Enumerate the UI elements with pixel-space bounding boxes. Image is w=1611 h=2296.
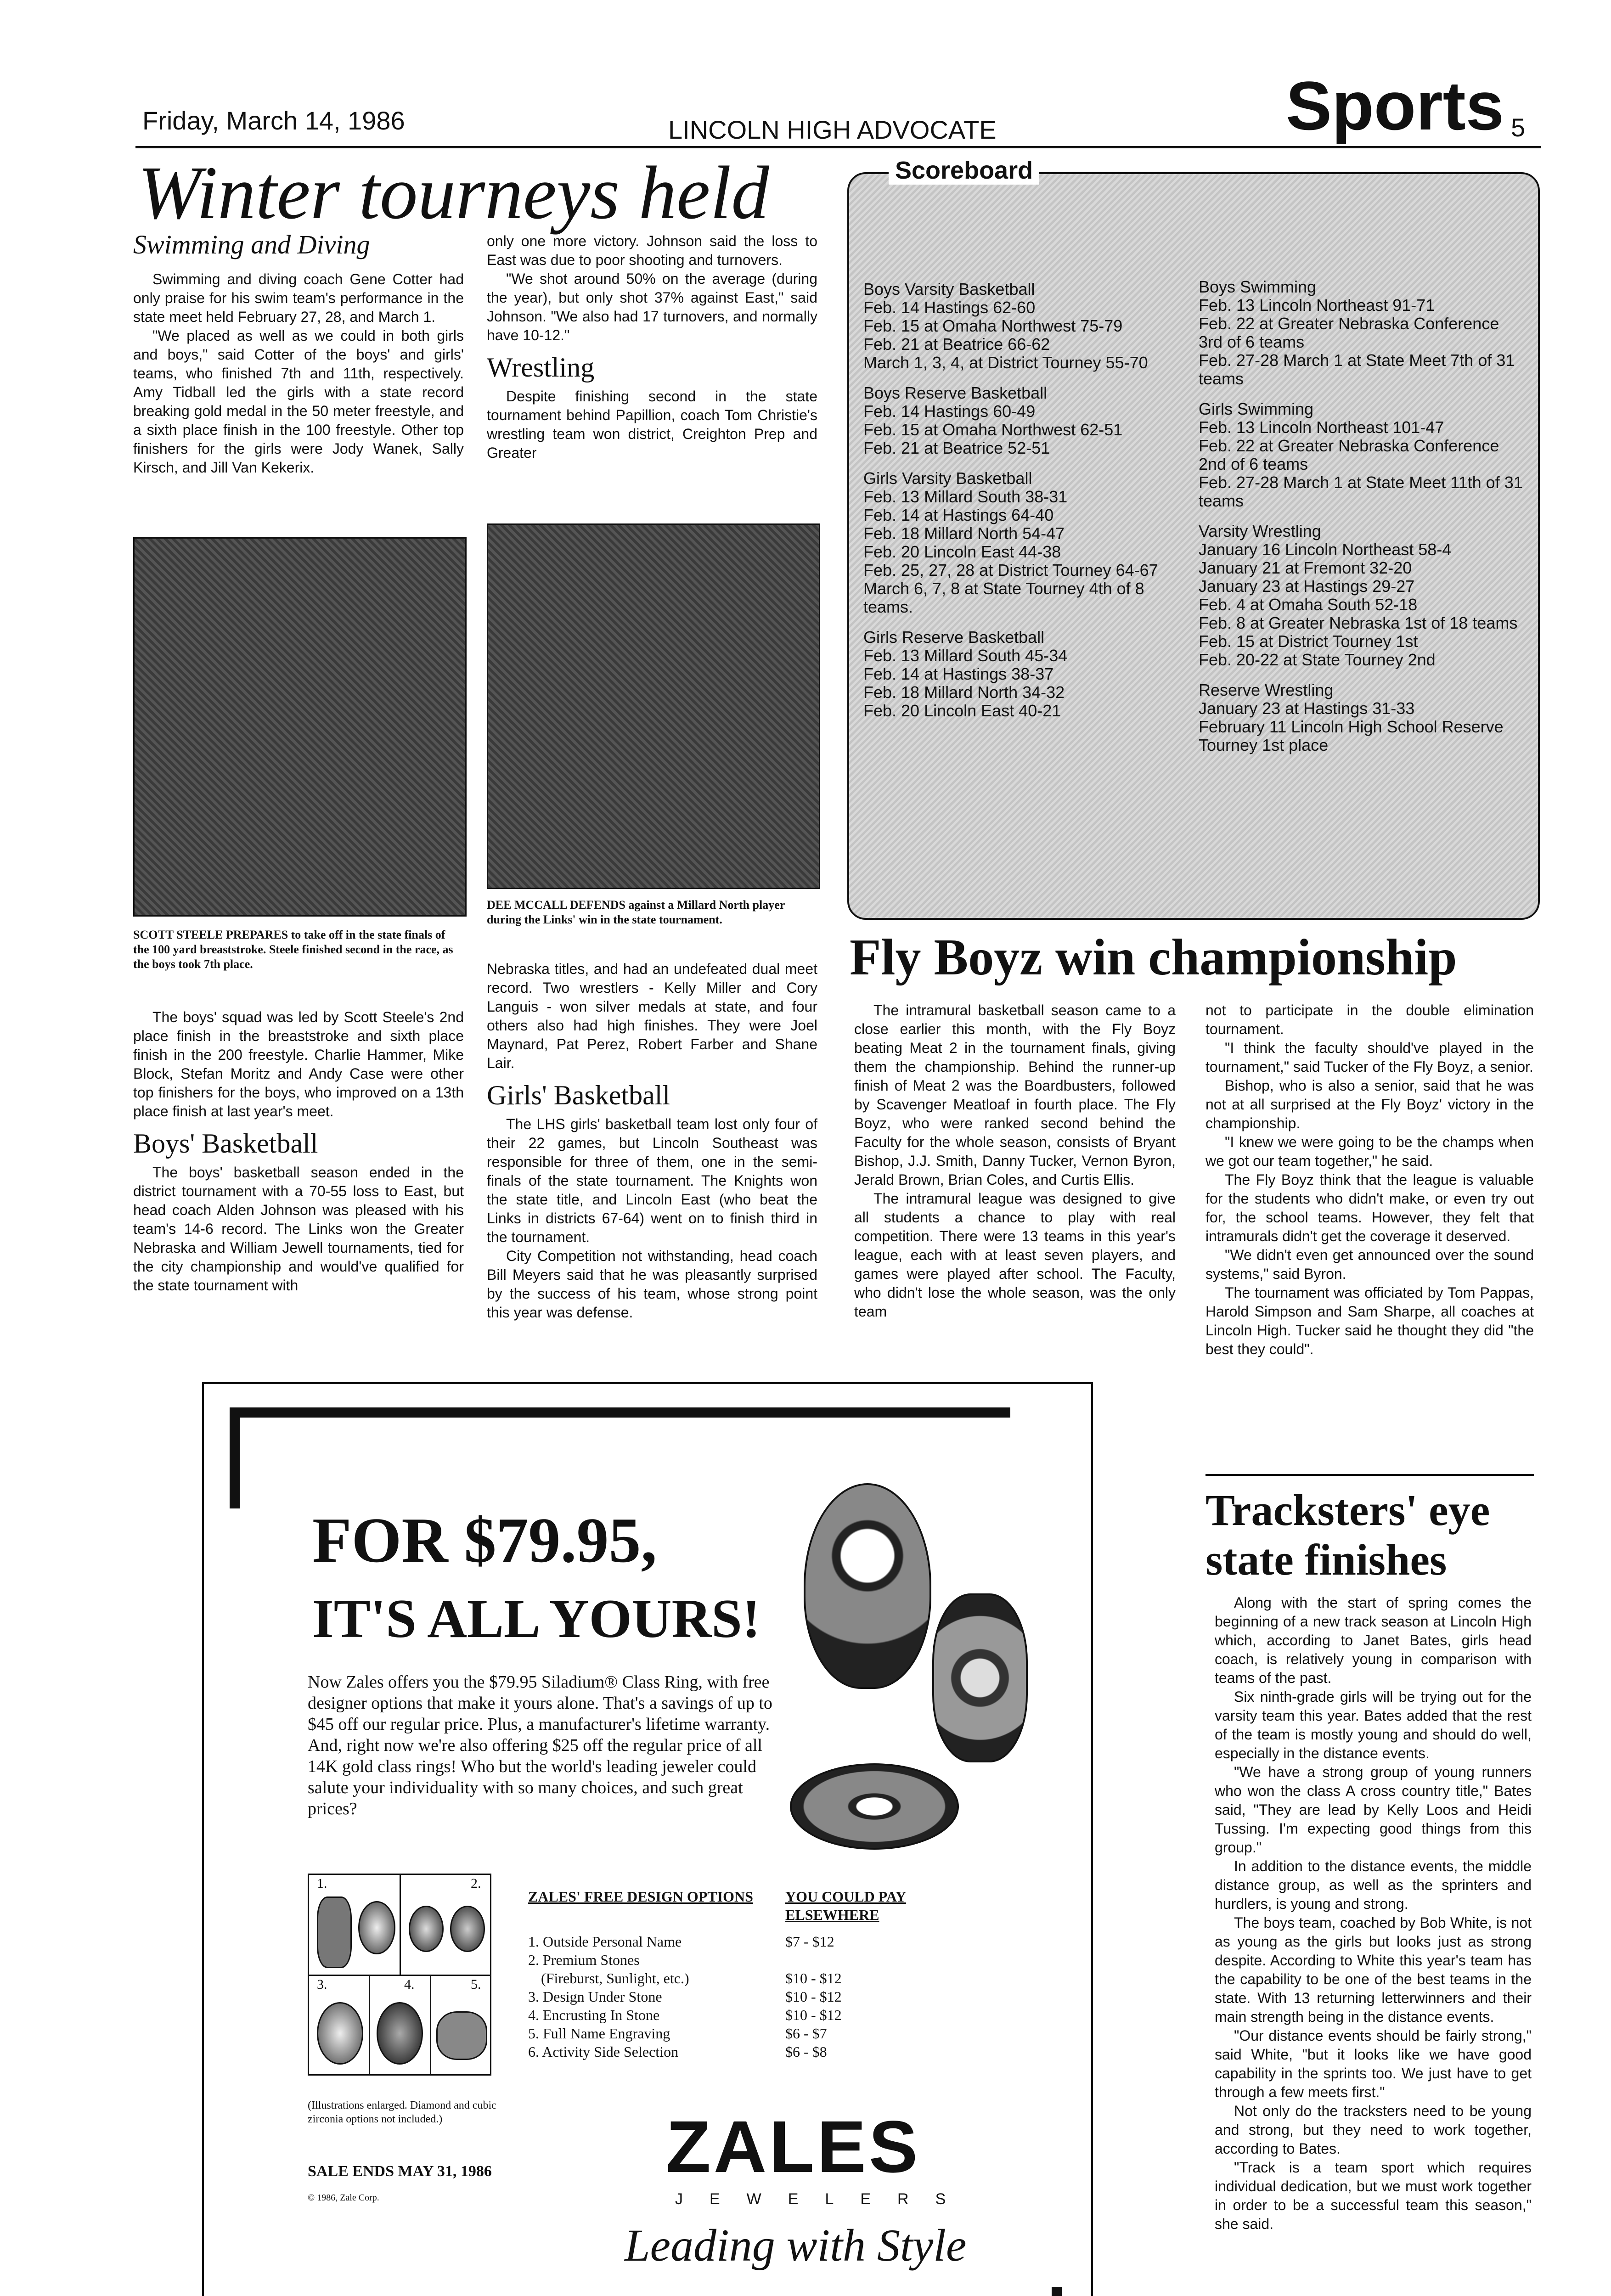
- ad-headline-price: FOR $79.95,: [312, 1505, 657, 1576]
- options-table: [528, 1887, 941, 2061]
- gem-option-icon: [409, 1906, 444, 1952]
- ad-fine-print: (Illustrations enlarged. Diamond and cubic zirconia options not included.): [308, 2099, 496, 2125]
- bball-cont-para: "We shot around 50% on the average (during the year), but only shot 37% against East," said Johnson. "We also had 17 turnovers, and normally have 10-12.": [487, 270, 817, 343]
- option-price: $6 - $7: [785, 2025, 827, 2042]
- scoreboard-result: January 16 Lincoln Northeast 58-4: [1199, 540, 1452, 559]
- option-number: 5.: [471, 1977, 481, 1992]
- ad-copyright: © 1986, Zale Corp.: [308, 2193, 379, 2203]
- track-body: [1215, 1593, 1532, 2234]
- track-para: "Our distance events should be fairly strong," said White, "but it looks like we have good capability in the sprints too. We just have to get through a few meets first.": [1215, 2027, 1532, 2100]
- option-name: 4. Encrusting In Stone: [528, 2007, 660, 2023]
- scoreboard-result: March 1, 3, 4, at District Tourney 55-70: [863, 353, 1148, 372]
- options-table-header: [528, 1887, 941, 1924]
- scoreboard-group-title: Boys Reserve Basketball: [863, 383, 1048, 402]
- scoreboard-group: [863, 469, 1194, 616]
- track-para: Along with the start of spring comes the beginning of a new track season at Lincoln High which, according to Janet Bates, girls head coach, is relatively young in comparison with teams of the past.: [1215, 1594, 1532, 1686]
- option-row: [528, 1932, 941, 1951]
- scoreboard-result: Feb. 4 at Omaha South 52-18: [1199, 595, 1418, 614]
- class-ring-illustration: [932, 1593, 1028, 1762]
- swim-para: Swimming and diving coach Gene Cotter had only praise for his swim team's performance in the state meet held February 27, 28, and March 1.: [133, 271, 464, 325]
- winter-col1-top: [133, 230, 464, 477]
- flyboyz-para: not to participate in the double elimination tournament.: [1205, 1002, 1534, 1037]
- option-name: 2. Premium Stones: [528, 1952, 640, 1968]
- scoreboard-group: [863, 628, 1194, 720]
- ad-headline-yours: IT'S ALL YOURS!: [312, 1588, 760, 1649]
- wrestling-subhead: Wrestling: [487, 352, 595, 383]
- scoreboard-result: Feb. 14 at Hastings 64-40: [863, 506, 1054, 524]
- section-label: Sports: [1286, 67, 1504, 144]
- option-row: [528, 2043, 941, 2061]
- option-row: [528, 1951, 941, 1969]
- girls-basketball-subhead: Girls' Basketball: [487, 1080, 670, 1110]
- flyboyz-col2: [1205, 1001, 1534, 1359]
- scoreboard-result: Feb. 13 Lincoln Northeast 101-47: [1199, 418, 1444, 437]
- scoreboard-group-title: Reserve Wrestling: [1199, 681, 1334, 699]
- winter-col1-bottom: [133, 1008, 464, 1295]
- scoreboard-result: Feb. 27-28 March 1 at State Meet 11th of 31 teams: [1199, 473, 1523, 510]
- option-name: (Fireburst, Sunlight, etc.): [541, 1970, 689, 1986]
- flyboyz-col1: [854, 1001, 1176, 1321]
- option-row: [528, 1969, 941, 1987]
- option-number: 3.: [317, 1977, 327, 1992]
- ad-corner-bar-right: [1052, 2287, 1062, 2296]
- scoreboard-result: Feb. 27-28 March 1 at State Meet 7th of 31 teams: [1199, 351, 1515, 388]
- ad-corner-bar-top: [230, 1407, 1010, 1418]
- option-row: [528, 2024, 941, 2043]
- bball-cont-para: only one more victory. Johnson said the loss to East was due to poor shooting and turnovers.: [487, 233, 817, 268]
- page-number: 5: [1511, 113, 1526, 142]
- scoreboard-title: Scoreboard: [889, 156, 1039, 185]
- wrestling-para: Despite finishing second in the state tournament behind Papillion, coach Tom Christie's wrestling team won district, Creighton Prep and Greater: [487, 388, 817, 461]
- flyboyz-para: The Fly Boyz think that the league is valuable for the students who didn't make, or even try out for, the school teams. However, they felt that intramurals didn't get the coverage it deserved.: [1205, 1171, 1534, 1244]
- zales-logo: ZALES: [666, 2105, 921, 2188]
- option-grid-divider: [308, 1975, 491, 1976]
- flyboyz-headline: Fly Boyz win championship: [850, 929, 1457, 986]
- scoreboard-result: Feb. 8 at Greater Nebraska 1st of 18 teams: [1199, 613, 1518, 632]
- scoreboard-group-title: Girls Swimming: [1199, 400, 1314, 418]
- gem-option-icon: [450, 1906, 485, 1952]
- gem-option-icon: [317, 2002, 363, 2065]
- flyboyz-para: The intramural basketball season came to a close earlier this month, with the Fly Boyz beating Meat 2 in the tournament finals, giving them the championship. Behind the runner-up finish of Meat 2 was the Boardbusters, followed by Scavenger Meatloaf in fourth place. The Fly Boyz, who were ranked second behind the Faculty for the whole season, consists of Bryant Bishop, J.J. Smith, Danny Tucker, Vernon Byron, Jerald Brown, Brian Coles, and Curtis Ellis.: [854, 1002, 1176, 1188]
- scoreboard-result: Feb. 15 at Omaha Northwest 75-79: [863, 316, 1123, 335]
- masthead-date: Friday, March 14, 1986: [142, 106, 405, 135]
- scoreboard-result: Feb. 18 Millard North 54-47: [863, 524, 1065, 543]
- zales-jewelers: JEWELERS: [675, 2190, 973, 2208]
- scoreboard-group: [863, 384, 1194, 457]
- flyboyz-para: "I think the faculty should've played in the tournament," said Tucker of the Fly Boyz, a senior.: [1205, 1040, 1534, 1075]
- flyboyz-para: The intramural league was designed to give all students a chance to play with real competition. There were 13 teams in this year's league, each with at least seven players, and games were played after school. The Faculty, who didn't lose the whole season, was the only team: [854, 1190, 1176, 1320]
- scoreboard-result: Feb. 14 Hastings 60-49: [863, 402, 1036, 421]
- track-para: "We have a strong group of young runners who won the class A cross country title," Bates said, "They are lead by Kelly Loos and Heidi Tussing. I'm expecting good things from this group.": [1215, 1764, 1532, 1856]
- boys-swim-para: The boys' squad was led by Scott Steele's 2nd place finish in the breaststroke and sixth place finish in the 200 freestyle. Charlie Hammer, Mike Block, Stefan Moritz and Andy Case were other top finishers for the boys, who improved on a 13th place finish at last year's meet.: [133, 1009, 464, 1120]
- track-para: In addition to the distance events, the middle distance group, as well as the sprinters and hurdlers, is young and strong.: [1215, 1858, 1532, 1912]
- girls-basketball-para: City Competition not withstanding, head coach Bill Meyers said that he was pleasantly surprised by the success of his team, whose strong point this year was defense.: [487, 1248, 817, 1321]
- option-name: 5. Full Name Engraving: [528, 2025, 670, 2042]
- option-number: 1.: [317, 1876, 327, 1891]
- option-grid-divider: [400, 1874, 401, 1975]
- option-row: [528, 2006, 941, 2024]
- scoreboard-group: [1199, 522, 1525, 669]
- scoreboard-result: Feb. 18 Millard North 34-32: [863, 683, 1065, 702]
- scoreboard-result: Feb. 20-22 at State Tourney 2nd: [1199, 650, 1436, 669]
- scoreboard-group-title: Girls Varsity Basketball: [863, 469, 1032, 488]
- scoreboard-result: Feb. 13 Lincoln Northeast 91-71: [1199, 296, 1435, 315]
- basketball-photo-caption: DEE MCCALL DEFENDS against a Millard North player during the Links' win in the state tournament.: [487, 898, 785, 926]
- option-price: $10 - $12: [785, 2007, 842, 2023]
- track-para: Not only do the tracksters need to be young and strong, but they need to work together, according to Bates.: [1215, 2103, 1532, 2157]
- gem-option-icon: [377, 2002, 423, 2065]
- flyboyz-para: Bishop, who is also a senior, said that he was not at all surprised at the Fly Boyz' victory in the championship.: [1205, 1077, 1534, 1131]
- basketball-photo: [487, 523, 820, 889]
- band-option-icon: [436, 2011, 487, 2060]
- scoreboard-result: Feb. 21 at Beatrice 52-51: [863, 439, 1050, 457]
- scoreboard-group: [1199, 681, 1525, 754]
- masthead-rule: [135, 146, 1541, 148]
- track-para: The boys team, coached by Bob White, is not as young as the girls but looks just as strong despite. According to White this year's team has the capability to be one of the best teams in the state. With 13 returning letterwinners and their main strength being in the distance events.: [1215, 1914, 1532, 2025]
- scoreboard-group-title: Boys Swimming: [1199, 277, 1317, 296]
- boys-basketball-subhead: Boys' Basketball: [133, 1128, 318, 1159]
- flyboyz-para: The tournament was officiated by Tom Pappas, Harold Simpson and Sam Sharpe, all coaches at Lincoln High. Tucker said he thought they did "the best they could".: [1205, 1284, 1534, 1357]
- swimmer-photo: [133, 537, 467, 917]
- flyboyz-para: "I knew we were going to be the champs when we got our team together," he said.: [1205, 1134, 1534, 1169]
- scoreboard-group: [1199, 278, 1525, 388]
- class-ring-illustration: [790, 1763, 959, 1850]
- option-price: $6 - $8: [785, 2043, 827, 2060]
- track-para: Six ninth-grade girls will be trying out for the varsity team this year. Bates added that the rest of the team is mostly young and should do well, especially in the distance events.: [1215, 1688, 1532, 1761]
- option-number: 2.: [471, 1876, 481, 1891]
- scoreboard-group: [1199, 400, 1525, 510]
- winter-headline: Winter tourneys held: [138, 151, 769, 235]
- option-price: [785, 1951, 923, 1969]
- swim-para: "We placed as well as we could in both girls and boys," said Cotter of the boys' and girls' teams, who finished 7th and 11th, respectively. Amy Tidball led the girls with a state record breaking gold medal in the 50 meter freestyle, and a sixth place finish in the 100 freestyle. Other top finishers for the girls were Jody Wanek, Sally Kirsch, and Jill Van Kekerix.: [133, 327, 464, 476]
- option-price: $7 - $12: [785, 1933, 834, 1950]
- scoreboard-result: Feb. 14 Hastings 62-60: [863, 298, 1036, 317]
- wrestling-para-cont: Nebraska titles, and had an undefeated dual meet record. Two wrestlers - Kelly Miller and Cory Languis - won silver medals at state, and four others also had high finishes. They were Joel Maynard, Pat Perez, Robert Farber and Shane Lair.: [487, 961, 817, 1071]
- zales-tagline: Leading with Style: [625, 2220, 967, 2271]
- ring-option-icon: [317, 1896, 352, 1968]
- track-para: "Track is a team sport which requires individual dedication, but we must work together in order to be a successful team this season," she said.: [1215, 2159, 1532, 2232]
- scoreboard-result: Feb. 22 at Greater Nebraska Conference 2nd of 6 teams: [1199, 436, 1499, 473]
- flyboyz-para: "We didn't even get announced over the sound systems," said Byron.: [1205, 1247, 1534, 1282]
- scoreboard-group: [863, 280, 1194, 372]
- scoreboard-group-title: Varsity Wrestling: [1199, 522, 1321, 540]
- option-number: 4.: [404, 1977, 415, 1992]
- winter-col2-top: [487, 232, 817, 462]
- scoreboard-result: March 6, 7, 8 at State Tourney 4th of 8 teams.: [863, 579, 1144, 616]
- track-headline: Tracksters' eye state finishes: [1205, 1486, 1490, 1584]
- masthead-paper: LINCOLN HIGH ADVOCATE: [668, 115, 997, 144]
- ad-sale-ends: SALE ENDS MAY 31, 1986: [308, 2163, 492, 2180]
- price-col-header: YOU COULD PAY ELSEWHERE: [785, 1888, 907, 1923]
- scoreboard-left-column: [863, 280, 1194, 732]
- option-name: 1. Outside Personal Name: [528, 1933, 682, 1950]
- scoreboard-result: Feb. 21 at Beatrice 66-62: [863, 335, 1050, 354]
- scoreboard-result: January 21 at Fremont 32-20: [1199, 558, 1412, 577]
- option-price: $10 - $12: [785, 1970, 842, 1986]
- scoreboard-result: February 11 Lincoln High School Reserve Tourney 1st place: [1199, 717, 1504, 754]
- winter-col2-bottom: [487, 960, 817, 1322]
- scoreboard-group-title: Girls Reserve Basketball: [863, 628, 1045, 647]
- swim-subhead: Swimming and Diving: [133, 230, 370, 259]
- option-name: 6. Activity Side Selection: [528, 2043, 679, 2060]
- option-row: [528, 1987, 941, 2006]
- boys-basketball-para: The boys' basketball season ended in the district tournament with a 70-55 loss to East, but head coach Alden Johnson was pleased with his team's 14-6 record. The Links won the Greater Nebraska and William Jewell tournaments, tied for the city championship and would've qualified for the state tournament with: [133, 1164, 464, 1294]
- scoreboard-right-column: [1199, 278, 1525, 766]
- options-col-header: ZALES' FREE DESIGN OPTIONS: [528, 1888, 753, 1905]
- scoreboard-result: January 23 at Hastings 29-27: [1199, 577, 1415, 596]
- scoreboard-result: Feb. 20 Lincoln East 44-38: [863, 542, 1061, 561]
- scoreboard-result: Feb. 14 at Hastings 38-37: [863, 664, 1054, 683]
- option-price: $10 - $12: [785, 1988, 842, 2005]
- scoreboard-result: Feb. 13 Millard South 45-34: [863, 646, 1068, 665]
- scoreboard-result: Feb. 25, 27, 28 at District Tourney 64-67: [863, 561, 1158, 580]
- scoreboard-result: Feb. 15 at Omaha Northwest 62-51: [863, 420, 1123, 439]
- scoreboard-group-title: Boys Varsity Basketball: [863, 280, 1035, 298]
- gem-option-icon: [358, 1901, 395, 1954]
- option-grid-divider: [369, 1975, 370, 2076]
- option-grid-divider: [430, 1975, 431, 2076]
- scoreboard-result: Feb. 13 Millard South 38-31: [863, 487, 1068, 506]
- class-ring-illustration: [804, 1483, 931, 1689]
- ad-body: Now Zales offers you the $79.95 Siladium® Class Ring, with free designer options that make it yours alone. That's a savings of up to $45 off our regular price. Plus, a manufacturer's lifetime warranty. And, right now we're also offering $25 off the regular price of all 14K gold class rings! Who but the world's leading jeweler could salute your individuality with so many choices, and such great prices?: [308, 1672, 772, 1818]
- track-rule: [1205, 1474, 1534, 1476]
- ad-corner-bar-left: [230, 1407, 240, 1508]
- option-name: 3. Design Under Stone: [528, 1988, 662, 2005]
- scoreboard-result: Feb. 20 Lincoln East 40-21: [863, 701, 1061, 720]
- scoreboard-result: Feb. 15 at District Tourney 1st: [1199, 632, 1418, 651]
- girls-basketball-para: The LHS girls' basketball team lost only four of their 22 games, but Lincoln Southeast was responsible for three of them, one in the semi-finals of the state tournament. The Knights won the state title, and Lincoln East (who beat the Links in districts 67-64) went on to finish third in the tournament.: [487, 1116, 817, 1245]
- scoreboard-result: Feb. 22 at Greater Nebraska Conference 3rd of 6 teams: [1199, 314, 1499, 351]
- swimmer-photo-caption: SCOTT STEELE PREPARES to take off in the state finals of the 100 yard breaststroke. Steele finished second in the race, as the boys took 7th place.: [133, 928, 453, 971]
- scoreboard-result: January 23 at Hastings 31-33: [1199, 699, 1415, 718]
